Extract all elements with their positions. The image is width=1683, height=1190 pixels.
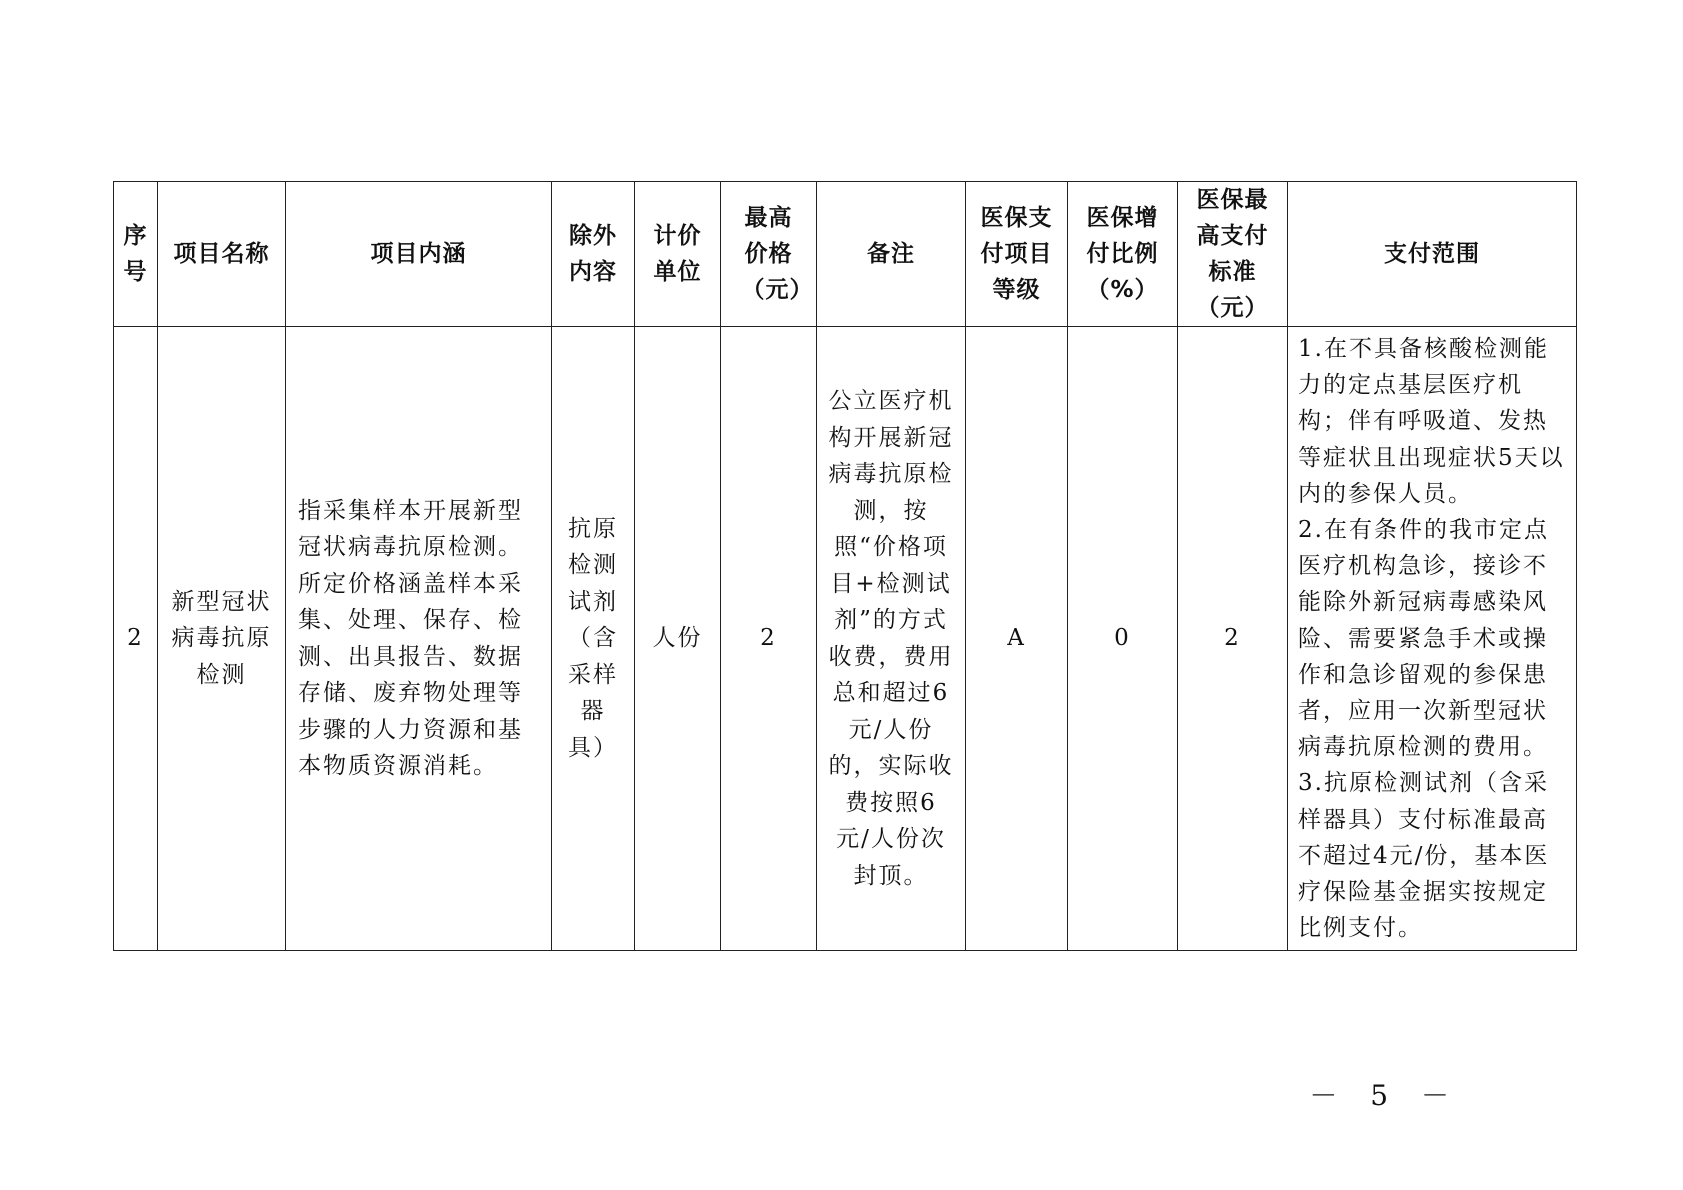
header-scope: 支付范围 <box>1288 182 1577 327</box>
page-number: － 5 － <box>1309 1079 1461 1112</box>
cell-remarks: 公立医疗机构开展新冠病毒抗原检测，按照“价格项目+检测试剂”的方式收费，费用总和超过6元/人份的，实际收费按照6元/人份次封顶。 <box>817 327 966 951</box>
scope-item-3: 3.抗原检测试剂（含采样器具）支付标准最高不超过4元/份，基本医疗保险基金据实按规定比例支付。 <box>1298 770 1550 942</box>
header-unit: 计价单位 <box>635 182 721 327</box>
cell-max-pay: 2 <box>1178 327 1288 951</box>
cell-scope <box>1288 327 1577 951</box>
cell-content: 指采集样本开展新型冠状病毒抗原检测。所定价格涵盖样本采集、处理、保存、检测、出具报告、数据存储、废弃物处理等步骤的人力资源和基本物质资源消耗。 <box>286 327 552 951</box>
table-row <box>114 327 1577 951</box>
cell-seq: 2 <box>114 327 158 951</box>
cell-excluded: 抗原检测试剂（含采样器具） <box>552 327 635 951</box>
header-max-price: 最高价格（元） <box>721 182 817 327</box>
header-ratio: 医保增付比例（%） <box>1068 182 1178 327</box>
price-table <box>113 181 1577 951</box>
header-remarks: 备注 <box>817 182 966 327</box>
cell-grade: A <box>966 327 1068 951</box>
table-header-row <box>114 182 1577 327</box>
cell-name: 新型冠状病毒抗原检测 <box>158 327 286 951</box>
cell-ratio: 0 <box>1068 327 1178 951</box>
header-name: 项目名称 <box>158 182 286 327</box>
header-excluded: 除外内容 <box>552 182 635 327</box>
scope-item-1: 1.在不具备核酸检测能力的定点基层医疗机构；伴有呼吸道、发热等症状且出现症状5天以内的参保人员。 <box>1298 336 1565 507</box>
cell-unit: 人份 <box>635 327 721 951</box>
header-content: 项目内涵 <box>286 182 552 327</box>
scope-item-2: 2.在有条件的我市定点医疗机构急诊，接诊不能除外新冠病毒感染风险、需要紧急手术或操作和急诊留观的参保患者，应用一次新型冠状病毒抗原检测的费用。 <box>1298 517 1549 761</box>
header-seq: 序号 <box>114 182 158 327</box>
header-max-pay: 医保最高支付标准（元） <box>1178 182 1288 327</box>
cell-max-price: 2 <box>721 327 817 951</box>
header-grade: 医保支付项目等级 <box>966 182 1068 327</box>
